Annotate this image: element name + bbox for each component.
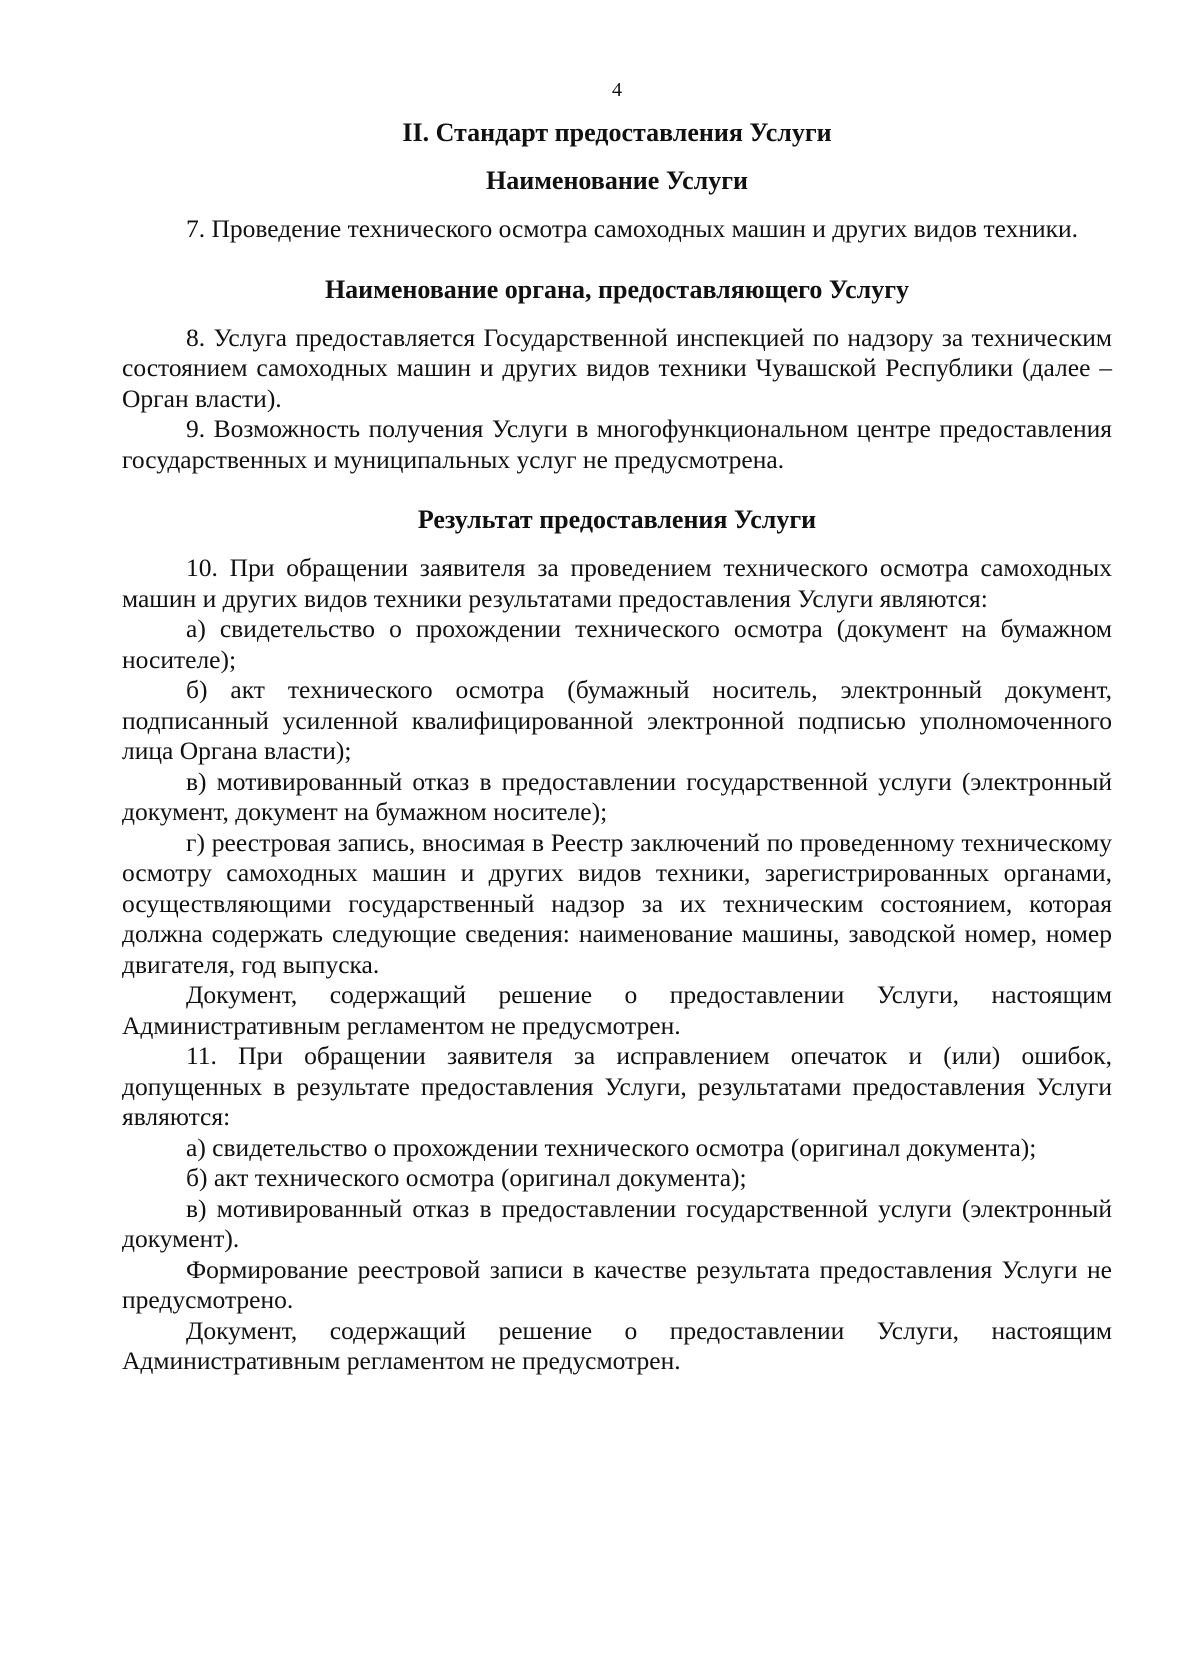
list-item-paragraph: б) акт технического осмотра (оригинал документа);	[186, 1163, 747, 1192]
chapter-title: II. Стандарт предоставления Услуги	[402, 118, 832, 147]
paragraph: 9. Возможность получения Услуги в многофункциональном центре предоставления государственных и муниципальных услуг не предусмотрена.	[122, 414, 1112, 474]
list-item-paragraph: в) мотивированный отказ в предоставлении государственной услуги (электронный документ).	[122, 1193, 1112, 1253]
paragraph: Документ, содержащий решение о предоставлении Услуги, настоящим Административным регламентом не предусмотрен.	[122, 980, 1112, 1040]
list-item-paragraph: а) свидетельство о прохождении технического осмотра (оригинал документа);	[186, 1132, 1037, 1162]
paragraph: 10. При обращении заявителя за проведением технического осмотра самоходных машин и других видов техники результатами предоставления Услуги являются:	[122, 553, 1112, 613]
list-item-paragraph: в) мотивированный отказ в предоставлении государственной услуги (электронный документ, документ на бумажном носителе);	[122, 766, 1112, 826]
document-body	[122, 70, 1112, 1377]
list-item-paragraph: г) реестровая запись, вносимая в Реестр заключений по проведенному техническому осмотру самоходных машин и других видов техники, зарегистрированных органами, осуществляющими государственный надзор за их техническим состоянием, которая должна содержать следующие сведения: наименование машины, заводской номер, номер двигателя, год выпуска.	[122, 827, 1112, 979]
paragraph: 11. При обращении заявителя за исправлением опечаток и (или) ошибок, допущенных в результате предоставления Услуги, результатами предоставления Услуги являются:	[122, 1041, 1112, 1131]
paragraph: Документ, содержащий решение о предоставлении Услуги, настоящим Административным регламентом не предусмотрен.	[122, 1315, 1112, 1375]
page-number: 4	[612, 79, 622, 101]
paragraph: Формирование реестровой записи в качестве результата предоставления Услуги не предусмотрено.	[122, 1254, 1112, 1314]
paragraph: 7. Проведение технического осмотра самоходных машин и других видов техники.	[186, 214, 1079, 243]
section-heading: Наименование органа, предоставляющего Услугу	[324, 274, 910, 304]
paragraph: 8. Услуга предоставляется Государственной инспекцией по надзору за техническим состоянием самоходных машин и других видов техники Чувашской Республики (далее – Орган власти).	[122, 322, 1112, 413]
list-item-paragraph: б) акт технического осмотра (бумажный носитель, электронный документ, подписанный усиленной квалифицированной электронной подписью уполномоченного лица Органа власти);	[122, 675, 1112, 765]
section-heading: Результат предоставления Услуги	[417, 505, 817, 534]
section-heading: Наименование Услуги	[485, 166, 749, 195]
list-item-paragraph: а) свидетельство о прохождении технического осмотра (документ на бумажном носителе);	[122, 614, 1112, 674]
